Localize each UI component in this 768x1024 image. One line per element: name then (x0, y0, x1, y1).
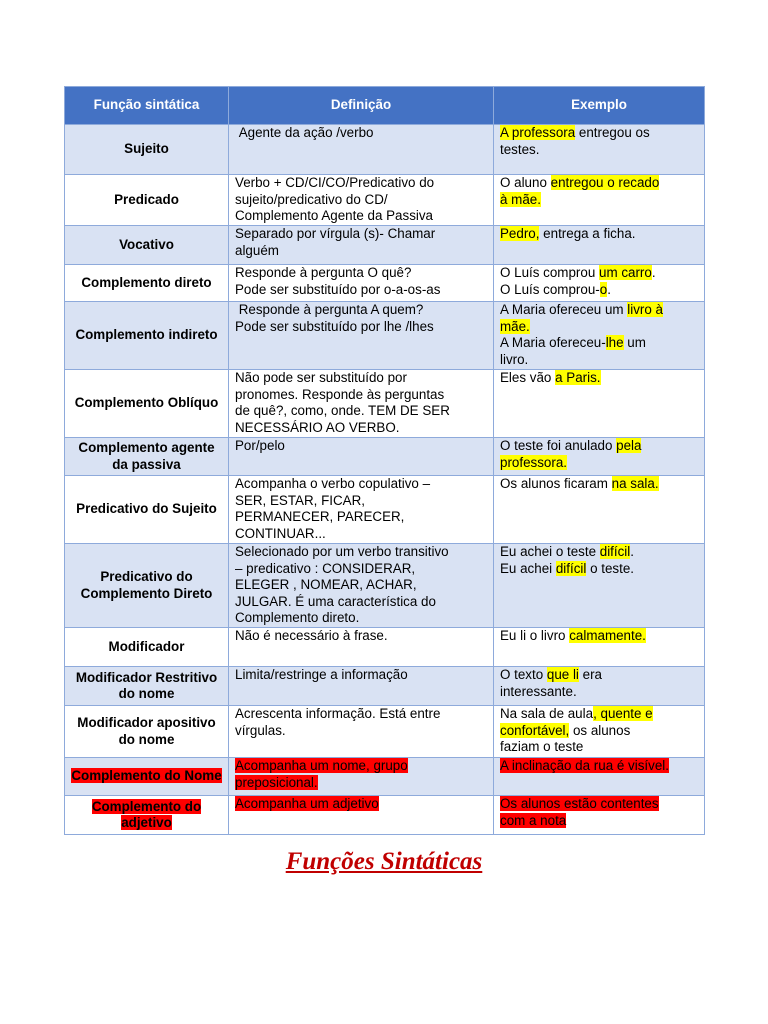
definition-cell (229, 544, 494, 628)
example-text: A Maria ofereceu- (500, 335, 606, 350)
function-label: Predicado (114, 191, 179, 207)
example-text: Eu achei (500, 560, 556, 576)
function-cell (65, 370, 229, 438)
function-cell (65, 667, 229, 706)
example-cell (494, 302, 705, 370)
definition-line: Não pode ser substituído por (235, 370, 407, 385)
definition-cell (229, 796, 494, 835)
example-cell (494, 125, 705, 175)
definition-cell (229, 125, 494, 175)
definition-text: Acompanha um adjetivo (235, 796, 379, 811)
example-line (500, 352, 698, 369)
highlighted-text: Os alunos estão contentes (500, 796, 659, 811)
example-text: um (623, 335, 646, 350)
example-line (500, 706, 698, 723)
example-line (500, 544, 698, 561)
function-cell (65, 302, 229, 370)
definition-line (235, 796, 487, 813)
table-row (65, 370, 705, 438)
highlighted-text: entregou o recado (550, 175, 660, 190)
table-row (65, 265, 705, 302)
example-cell (494, 226, 705, 265)
example-cell (494, 706, 705, 758)
function-label: Predicativo do Complemento Direto (80, 569, 213, 601)
definition-line: Não é necessário à frase. (235, 628, 388, 643)
highlighted-text: difícil (599, 544, 631, 559)
header-function: Função sintática (65, 87, 229, 125)
example-line (500, 739, 698, 756)
definition-line: Responde à pergunta A quem? (235, 302, 424, 317)
example-cell (494, 758, 705, 796)
definition-line: Acompanha o verbo copulativo – (235, 476, 431, 491)
function-label: Complemento do Nome (71, 768, 222, 784)
function-cell (65, 438, 229, 476)
definition-cell (229, 706, 494, 758)
function-label: Modificador (108, 638, 185, 654)
example-line (500, 684, 698, 701)
function-cell (65, 628, 229, 667)
example-cell (494, 175, 705, 226)
definition-line: sujeito/predicativo do CD/ (235, 191, 388, 207)
definition-cell (229, 302, 494, 370)
example-text: entrega a ficha. (539, 226, 636, 241)
example-text: interessante. (500, 683, 577, 699)
table-row (65, 438, 705, 476)
function-label: Modificador Restritivo do nome (75, 669, 218, 701)
example-cell (494, 438, 705, 476)
example-cell (494, 667, 705, 706)
syntactic-functions-table (64, 86, 705, 835)
example-line (500, 476, 698, 493)
example-line (500, 226, 698, 243)
highlighted-text: com a nota (500, 812, 567, 828)
definition-line: Agente da ação /verbo (235, 125, 374, 140)
highlighted-text: difícil (555, 560, 587, 576)
function-cell (65, 125, 229, 175)
example-line (500, 125, 698, 142)
example-line (500, 302, 698, 319)
example-line (500, 455, 698, 472)
example-line (500, 370, 698, 387)
table-row (65, 758, 705, 796)
page-title: Funções Sintáticas (285, 848, 483, 875)
definition-cell (229, 175, 494, 226)
highlighted-text: um carro (599, 265, 652, 280)
example-text: Eu achei o teste (500, 544, 600, 559)
definition-line: – predicativo : CONSIDERAR, (235, 560, 416, 576)
function-label: Predicativo do Sujeito (76, 501, 217, 517)
table-row (65, 302, 705, 370)
definition-line: Separado por vírgula (s)- Chamar (235, 226, 436, 241)
table-row (65, 628, 705, 667)
definition-line (235, 775, 487, 792)
table-row (65, 125, 705, 175)
example-text: O Luís comprou (500, 265, 599, 280)
highlighted-text: na sala. (611, 476, 659, 491)
highlighted-text: a Paris. (555, 370, 601, 385)
table-row (65, 667, 705, 706)
function-label: Complemento agente da passiva (78, 440, 215, 472)
highlighted-text: Pedro, (500, 226, 540, 241)
definition-line: Pode ser substituído por lhe /lhes (235, 318, 434, 334)
example-line (500, 142, 698, 159)
definition-cell (229, 628, 494, 667)
example-line (500, 438, 698, 455)
function-cell (65, 265, 229, 302)
highlighted-text: calmamente. (569, 628, 646, 643)
definition-line: NECESSÁRIO AO VERBO. (235, 419, 400, 435)
definition-line: pronomes. Responde às perguntas (235, 386, 445, 402)
function-label: Complemento direto (81, 274, 212, 290)
example-text: entregou os (575, 125, 650, 140)
highlighted-text: mãe. (500, 318, 530, 334)
example-text: era (578, 667, 602, 682)
example-text: o teste. (586, 560, 634, 576)
definition-line: SER, ESTAR, FICAR, (235, 492, 365, 508)
highlighted-text: livro à (627, 302, 664, 317)
example-cell (494, 544, 705, 628)
highlighted-text: A professora (500, 125, 576, 140)
function-cell (65, 544, 229, 628)
definition-line: PERMANECER, PARECER, (235, 509, 405, 524)
example-text: Os alunos ficaram (500, 476, 612, 491)
definition-line: ELEGER , NOMEAR, ACHAR, (235, 577, 417, 592)
example-line (500, 628, 698, 645)
function-label: Modificador apositivo do nome (77, 715, 216, 747)
example-line (500, 265, 698, 282)
table-body (65, 125, 705, 835)
definition-line (235, 758, 487, 775)
table-row (65, 706, 705, 758)
definition-cell (229, 226, 494, 265)
example-text: Eu li o livro (500, 628, 570, 643)
example-line (500, 175, 698, 192)
table-row (65, 544, 705, 628)
table-row (65, 476, 705, 544)
definition-line: alguém (235, 242, 279, 258)
example-text: . (651, 265, 656, 280)
table-row (65, 796, 705, 835)
definition-line: Limita/restringe a informação (235, 667, 408, 682)
example-cell (494, 370, 705, 438)
definition-cell (229, 476, 494, 544)
definition-line: Complemento direto. (235, 610, 360, 625)
definition-text: preposicional. (235, 774, 318, 790)
function-label: Complemento Oblíquo (74, 395, 219, 411)
example-text: os alunos (569, 722, 631, 738)
definition-line: Pode ser substituído por o-a-os-as (235, 281, 441, 297)
definition-line: CONTINUAR... (235, 525, 326, 541)
example-line (500, 192, 698, 209)
definition-line: Complemento Agente da Passiva (235, 208, 434, 223)
example-cell (494, 265, 705, 302)
function-label: Vocativo (119, 236, 174, 252)
example-text: livro. (500, 351, 529, 367)
definition-text: Acompanha um nome, grupo (235, 758, 408, 773)
example-line (500, 282, 698, 299)
definition-line: Selecionado por um verbo transitivo (235, 544, 449, 559)
example-text: O teste foi anulado (500, 438, 617, 453)
highlighted-text: o (599, 281, 608, 297)
example-text: . (630, 544, 634, 559)
function-label: Complemento do adjetivo (91, 798, 202, 830)
function-cell (65, 226, 229, 265)
header-definition: Definição (229, 87, 494, 125)
definition-line: vírgulas. (235, 722, 286, 738)
example-text: faziam o teste (500, 739, 584, 754)
example-text: O texto (500, 667, 547, 682)
example-text: testes. (500, 141, 540, 157)
example-line (500, 723, 698, 740)
highlighted-text: lhe (605, 335, 624, 350)
definition-line: Acrescenta informação. Está entre (235, 706, 441, 721)
definition-line: JULGAR. É uma característica do (235, 593, 436, 609)
definition-line: Verbo + CD/CI/CO/Predicativo do (235, 175, 435, 190)
example-cell (494, 476, 705, 544)
function-cell (65, 476, 229, 544)
highlighted-text: , quente e (593, 706, 653, 721)
function-label: Complemento indireto (75, 327, 218, 343)
definition-cell (229, 758, 494, 796)
function-cell (65, 175, 229, 226)
definition-line: de quê?, como, onde. TEM DE SER (235, 403, 450, 418)
example-line (500, 796, 698, 813)
example-cell (494, 796, 705, 835)
function-label: Sujeito (124, 141, 169, 157)
definition-cell (229, 265, 494, 302)
header-example: Exemplo (494, 87, 705, 125)
function-cell (65, 796, 229, 835)
table-row (65, 175, 705, 226)
function-cell (65, 706, 229, 758)
example-line (500, 813, 698, 830)
highlighted-text: confortável, (500, 722, 570, 738)
example-line (500, 319, 698, 336)
example-line (500, 335, 698, 352)
example-line (500, 667, 698, 684)
highlighted-text: que li (546, 667, 579, 682)
example-line (500, 758, 698, 775)
highlighted-text: pela (616, 438, 642, 453)
example-text: . (607, 281, 611, 297)
highlighted-text: professora. (500, 454, 567, 470)
example-text: A Maria ofereceu um (500, 302, 628, 317)
highlighted-text: à mãe. (500, 191, 541, 207)
table-header-row (65, 87, 705, 125)
example-text: Na sala de aula (500, 706, 594, 721)
table-row (65, 226, 705, 265)
function-cell (65, 758, 229, 796)
highlighted-text: A inclinação da rua é visível. (500, 758, 669, 773)
example-cell (494, 628, 705, 667)
example-text: Eles vão (500, 370, 556, 385)
example-line (500, 561, 698, 578)
definition-cell (229, 370, 494, 438)
definition-cell (229, 667, 494, 706)
definition-cell (229, 438, 494, 476)
definition-line: Responde à pergunta O quê? (235, 265, 412, 280)
definition-line: Por/pelo (235, 438, 285, 453)
example-text: O aluno (500, 175, 551, 190)
example-text: O Luís comprou- (500, 281, 600, 297)
